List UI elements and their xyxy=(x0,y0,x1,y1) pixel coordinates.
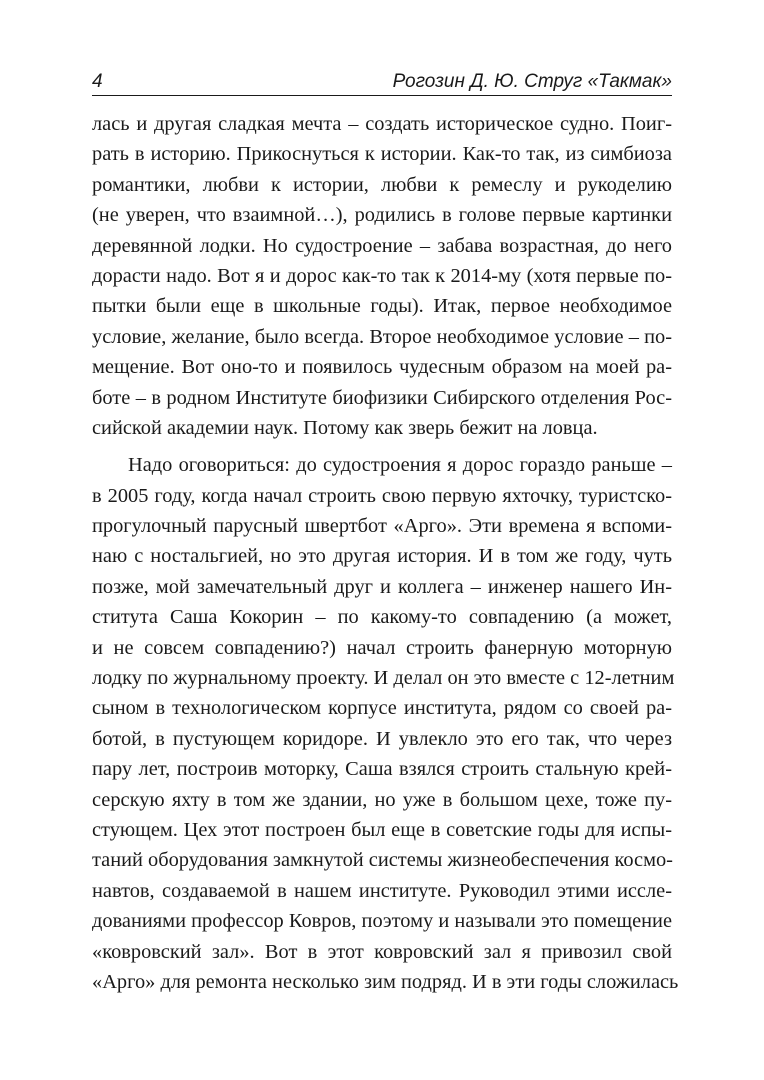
text-line: ститута Саша Кокорин – по какому-то совпадению (а может, xyxy=(92,606,672,629)
text-line: лодку по журнальному проекту. И делал он это вместе с 12-летним xyxy=(92,667,675,690)
text-line: рать в историю. Прикоснуться к истории. Как-то так, из симбиоза xyxy=(92,143,672,166)
running-title: Рогозин Д. Ю. Струг «Такмак» xyxy=(392,71,672,92)
text-line: сыном в технологическом корпусе института, рядом со своей ра- xyxy=(92,697,672,720)
text-line: романтики, любви к истории, любви к ремеслу и рукоделию xyxy=(92,173,672,196)
text-line: сийской академии наук. Потому как зверь бежит на ловца. xyxy=(92,416,598,439)
paragraph-2 xyxy=(92,450,679,997)
text-line: «Арго» для ремонта несколько зим подряд. И в эти годы сложилась xyxy=(92,970,679,993)
text-line: боте – в родном Институте биофизики Сибирского отделения Рос- xyxy=(92,386,672,409)
running-header xyxy=(92,66,672,94)
text-line: и не совсем совпадению?) начал строить фанерную моторную xyxy=(92,636,672,659)
text-line: наю с ностальгией, но это другая история. И в том же году, чуть xyxy=(92,545,672,568)
text-line: условие, желание, было всегда. Второе необходимое условие – по- xyxy=(92,325,672,348)
page-number: 4 xyxy=(92,71,103,92)
text-line: позже, мой замечательный друг и коллега – инженер нашего Ин- xyxy=(92,575,672,598)
header-rule xyxy=(92,95,672,96)
text-line: дованиями профессор Ковров, поэтому и называли это помещение xyxy=(92,910,672,933)
text-line: ботой, в пустующем коридоре. И увлекло это его так, что через xyxy=(92,727,672,750)
body-text xyxy=(92,109,679,997)
text-line: Надо оговориться: до судостроения я дорос гораздо раньше – xyxy=(128,454,672,477)
text-line: в 2005 году, когда начал строить свою первую яхточку, туристско- xyxy=(92,484,672,507)
paragraph-1 xyxy=(92,109,672,443)
text-line: стующем. Цех этот построен был еще в советские годы для испы- xyxy=(92,818,672,841)
text-line: серскую яхту в том же здании, но уже в большом цехе, тоже пу- xyxy=(92,788,672,811)
text-line: пытки были еще в школьные годы). Итак, первое необходимое xyxy=(92,295,672,318)
text-line: дорасти надо. Вот я и дорос как-то так к 2014-му (хотя первые по- xyxy=(92,264,672,287)
text-line: навтов, создаваемой в нашем институте. Руководил этими иссле- xyxy=(92,879,672,902)
text-line: (не уверен, что взаимной…), родились в голове первые картинки xyxy=(92,204,672,227)
text-line: «ковровский зал». Вот в этот ковровский зал я привозил свой xyxy=(92,940,672,963)
text-line: прогулочный парусный швертбот «Арго». Эти времена я вспоми- xyxy=(92,515,672,538)
text-line: пару лет, построив моторку, Саша взялся строить стальную крей- xyxy=(92,758,672,781)
text-line: мещение. Вот оно-то и появилось чудесным образом на моей ра- xyxy=(92,356,672,379)
text-line: таний оборудования замкнутой системы жизнеобеспечения космо- xyxy=(92,849,673,872)
text-line: лась и другая сладкая мечта – создать историческое судно. Поиг- xyxy=(92,113,672,135)
text-line: деревянной лодки. Но судостроение – забава возрастная, до него xyxy=(92,234,672,257)
